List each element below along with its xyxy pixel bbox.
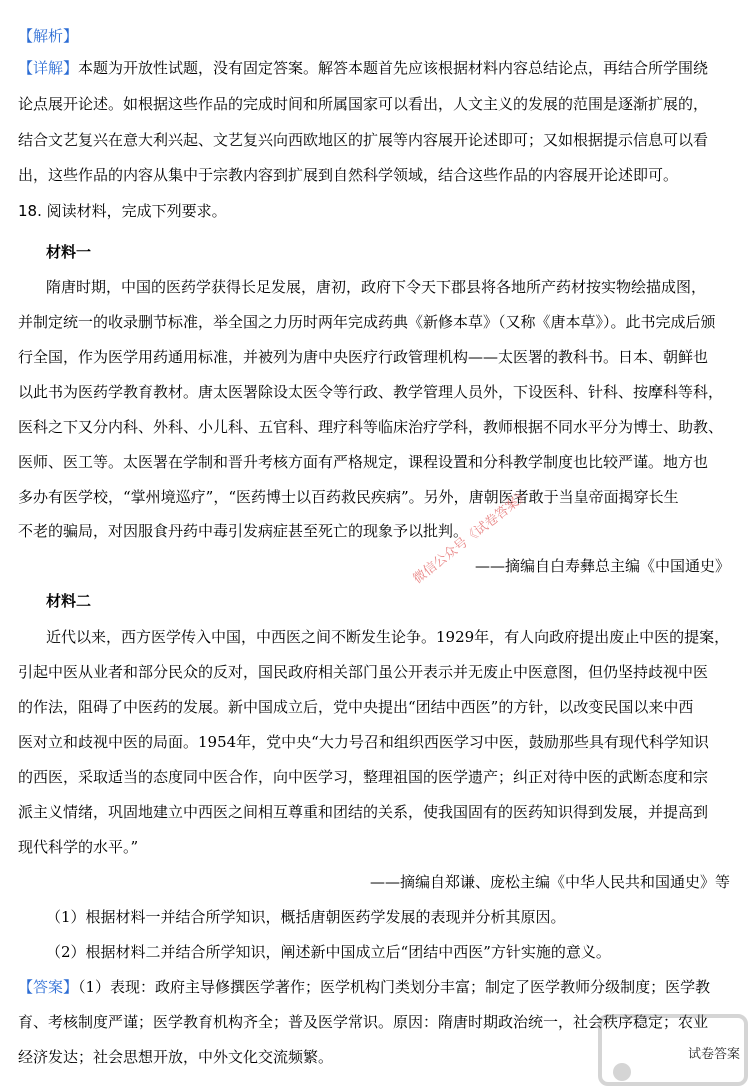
analysis-tag: 【解析】 <box>18 27 79 45</box>
answer-line-3: 经济发达；社会思想开放，中外文化交流频繁。 <box>18 1048 334 1066</box>
material1-heading: 材料一 <box>46 243 92 261</box>
material2-line-2: 引起中医从业者和部分民众的反对，国民政府相关部门虽公开表示并无废止中医意图，但仍坚持歧视中医 <box>18 663 709 681</box>
material1-line-8: 不老的骗局，对因服食丹药中毒引发病症甚至死亡的现象予以批判。 <box>18 522 469 540</box>
analysis-line-3: 结合文艺复兴在意大利兴起、文艺复兴向西欧地区的扩展等内容展开论述即可；又如根据提示信息可以看 <box>18 131 709 149</box>
analysis-line-2: 论点展开论述。如根据这些作品的完成时间和所属国家可以看出，人文主义的发展的范围是逐渐扩展的， <box>18 95 709 113</box>
material1-source: ——摘编自白寿彝总主编《中国通史》 <box>474 557 730 575</box>
question-18 <box>18 201 227 221</box>
question-number: 18. <box>18 202 42 220</box>
material2-line-7: 现代科学的水平。” <box>18 838 139 856</box>
task-2: （2）根据材料二并结合所学知识，阐述新中国成立后“团结中西医”方针实施的意义。 <box>46 943 611 961</box>
material2-line-3: 的作法，阻碍了中医药的发展。新中国成立后，党中央提出“团结中西医”的方针，以改变民国以来中西 <box>18 698 694 716</box>
material2-line-1: 近代以来，西方医学传入中国，中西医之间不断发生论争。1929年，有人向政府提出废止中医的提案， <box>46 628 730 646</box>
material1-line-1: 隋唐时期，中国的医药学获得长足发展，唐初，政府下令天下郡县将各地所产药材按实物绘描成图， <box>46 278 707 296</box>
material2-line-5: 的西医，采取适当的态度同中医合作，向中医学习，整理祖国的医学遗产；纠正对待中医的武断态度和宗 <box>18 768 709 786</box>
material2-source: ——摘编自郑谦、庞松主编《中华人民共和国通史》等 <box>369 873 730 891</box>
material1-line-5: 医科之下又分内科、外科、小儿科、五官科、理疗科等临床治疗学科，教师根据不同水平分为博士、助教、 <box>18 418 724 436</box>
answer-text-1: （1）表现：政府主导修撰医学著作；医学机构门类划分丰富；制定了医学教师分级制度；医学教 <box>78 978 711 996</box>
material1-line-2: 并制定统一的收录删节标准，举全国之力历时两年完成药典《新修本草》（又称《唐本草》）。此书完成后颁 <box>18 313 716 331</box>
material1-line-6: 医师、医工等。太医署在学制和晋升考核方面有严格规定，课程设置和分科教学制度也比较严谨。地方也 <box>18 453 709 471</box>
answer-line-2: 育、考核制度严谨；医学教育机构齐全；普及医学常识。原因：隋唐时期政治统一，社会秩序稳定；农业 <box>18 1013 709 1031</box>
material1-line-3: 行全国，作为医学用药通用标准，并被列为唐中央医疗行政管理机构——太医署的教科书。日本、朝鲜也 <box>18 348 709 366</box>
answer-line-1 <box>18 977 710 997</box>
material2-heading: 材料二 <box>46 592 92 610</box>
logo-text: 试卷答案 <box>687 1047 740 1062</box>
analysis-text-1: 本题为开放性试题，没有固定答案。解答本题首先应该根据材料内容总结论点，再结合所学围绕 <box>78 59 709 77</box>
question-prompt: 阅读材料，完成下列要求。 <box>46 202 227 220</box>
detail-tag: 【详解】 <box>18 59 79 77</box>
analysis-line-4: 出，这些作品的内容从集中于宗教内容到扩展到自然科学领域，结合这些作品的内容展开论述即可。 <box>18 166 679 184</box>
analysis-line-1 <box>18 58 708 78</box>
material2-line-4: 医对立和歧视中医的局面。1954年，党中央“大力号召和组织西医学习中医，鼓励那些具有现代科学知识 <box>18 733 709 751</box>
answer-tag: 【答案】 <box>18 978 79 996</box>
task-1: （1）根据材料一并结合所学知识，概括唐朝医药学发展的表现并分析其原因。 <box>46 908 566 926</box>
material2-line-6: 派主义情绪，巩固地建立中西医之间相互尊重和团结的关系，使我国固有的医药知识得到发展，并提高到 <box>18 803 709 821</box>
material1-line-7: 多办有医学校，“掌州境巡疗”，“医药博士以百药救民疾病”。另外，唐朝医者敢于当皇帝面揭穿长生 <box>18 488 679 506</box>
material1-line-4: 以此书为医药学教育教材。唐太医署除设太医令等行政、教学管理人员外，下设医科、针科、按摩科等科， <box>18 383 724 401</box>
watermark-text: 微信公众号《试卷答案》 <box>410 487 533 587</box>
